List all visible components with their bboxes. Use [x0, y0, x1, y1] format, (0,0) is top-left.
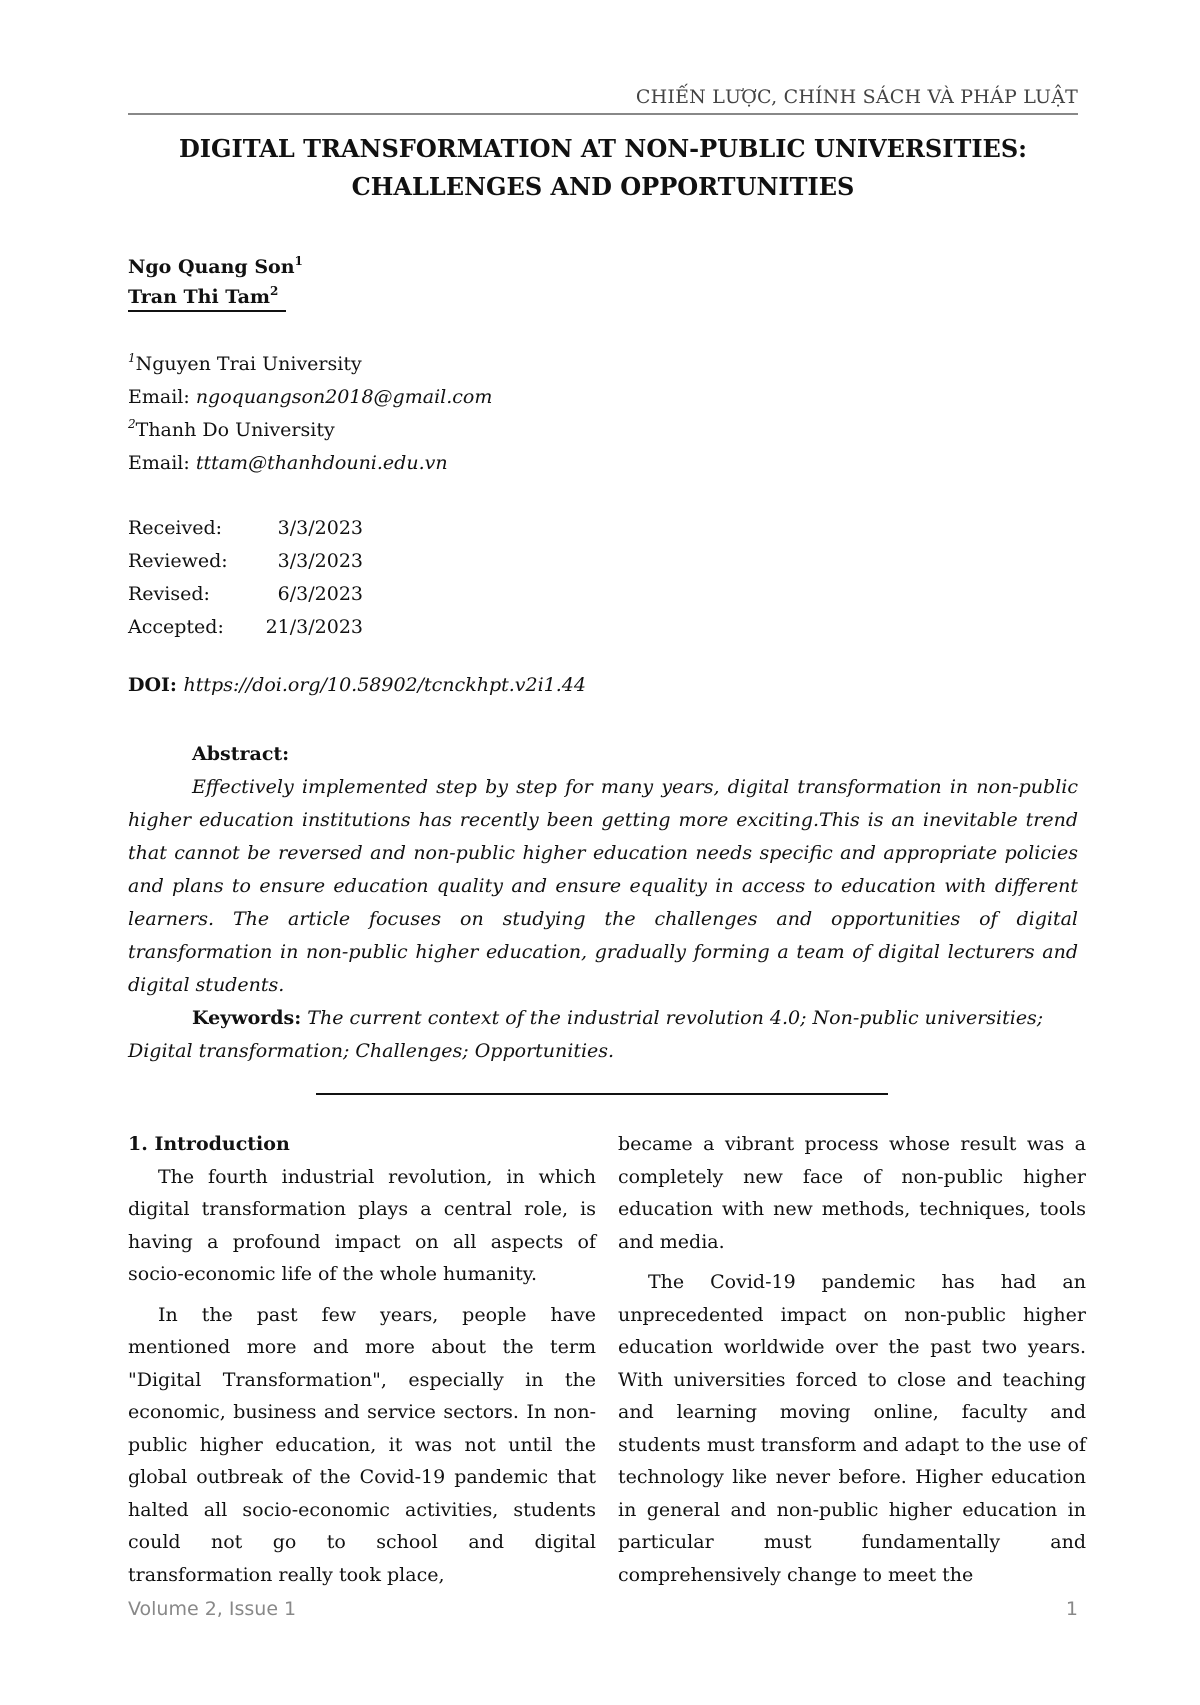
- body-column-left: [128, 1128, 596, 1591]
- date-label: Accepted:: [128, 616, 224, 638]
- date-label: Received:: [128, 517, 223, 539]
- body-paragraph: The fourth industrial revolution, in which digital transformation plays a central role, is having a profound impact on all aspects of socio-economic life of the whole humanity.: [128, 1165, 596, 1285]
- title-line-2: CHALLENGES AND OPPORTUNITIES: [351, 172, 855, 201]
- abstract-text: Effectively implemented step by step for many years, digital transformation in non-public higher education institutions has recently been getting more exciting.This is an inevitable trend that cannot be reversed and non-public higher education needs specific and appropriate policies and plans to ensure education quality and ensure equality in access to education with different learners. The article focuses on studying the challenges and opportunities of digital transformation in non-public higher education, gradually forming a team of digital lecturers and digital students.: [128, 776, 1078, 996]
- body-paragraph: The Covid-19 pandemic has had an unprecedented impact on non-public higher education worldwide over the past two years. With universities forced to close and teaching and learning moving online, faculty and students must transform and adapt to the use of technology like never before. Higher education in general and non-public higher education in particular must fundamentally and comprehensively change to meet the: [618, 1271, 1086, 1586]
- abstract-block: [128, 738, 1078, 1068]
- date-row: [128, 611, 363, 644]
- affiliation-2-email-line: [128, 447, 492, 480]
- doi-line: [128, 674, 586, 696]
- author-1-mark: 1: [294, 254, 303, 268]
- body-paragraph: became a vibrant process whose result was a completely new face of non-public higher education with new methods, techniques, tools and media.: [618, 1133, 1086, 1253]
- affiliation-1-institution: Nguyen Trai University: [135, 353, 362, 375]
- header-rule: [128, 113, 1078, 115]
- keywords: [128, 1002, 1078, 1068]
- author-1: [128, 252, 303, 282]
- date-row: [128, 545, 363, 578]
- keywords-label: Keywords:: [192, 1007, 302, 1029]
- running-header: CHIẾN LƯỢC, CHÍNH SÁCH VÀ PHÁP LUẬT: [635, 86, 1078, 108]
- author-list: [128, 252, 303, 312]
- keywords-text: The current context of the industrial revolution 4.0; Non-public universities; Digital transformation; Challenges; Opportunities.: [128, 1007, 1044, 1062]
- affiliation-2: [128, 414, 492, 447]
- date-row: [128, 578, 363, 611]
- email-label: Email:: [128, 386, 196, 408]
- date-label: Reviewed:: [128, 550, 228, 572]
- affiliation-1-email[interactable]: ngoquangson2018@gmail.com: [195, 386, 493, 408]
- email-label: Email:: [128, 452, 196, 474]
- date-label: Revised:: [128, 583, 210, 605]
- date-value: 6/3/2023: [277, 583, 363, 605]
- section-separator: [316, 1093, 888, 1095]
- date-value: 3/3/2023: [277, 550, 363, 572]
- author-2-mark: 2: [270, 284, 279, 298]
- body-paragraph: In the past few years, people have mentioned more and more about the term "Digital Transformation", especially in the economic, business and service sectors. In non-public higher education, it was not until the global outbreak of the Covid-19 pandemic that halted all socio-economic activities, students could not go to school and digital transformation really took place,: [128, 1303, 596, 1586]
- affiliation-2-institution: Thanh Do University: [135, 419, 335, 441]
- date-value: 3/3/2023: [277, 517, 363, 539]
- title-line-1: DIGITAL TRANSFORMATION AT NON-PUBLIC UNIVERSITIES:: [178, 134, 1028, 163]
- affiliation-1: [128, 348, 492, 381]
- author-1-name: Ngo Quang Son: [128, 256, 295, 278]
- submission-dates: [128, 512, 363, 644]
- paper-title: [128, 130, 1078, 206]
- doi-link[interactable]: https://doi.org/10.58902/tcnckhpt.v2i1.44: [183, 674, 586, 696]
- footer-volume: Volume 2, Issue 1: [128, 1598, 297, 1620]
- date-value: 21/3/2023: [265, 616, 363, 638]
- abstract-heading: Abstract:: [192, 743, 290, 765]
- page-number: 1: [1065, 1598, 1078, 1620]
- affiliation-1-mark: 1: [128, 351, 136, 365]
- affiliation-2-email[interactable]: tttam@thanhdouni.edu.vn: [195, 452, 448, 474]
- date-row: [128, 512, 363, 545]
- section-heading: 1. Introduction: [128, 1133, 290, 1155]
- affiliation-1-email-line: [128, 381, 492, 414]
- author-2: [128, 282, 303, 312]
- body-column-right: [618, 1128, 1086, 1591]
- author-2-name: Tran Thi Tam: [128, 286, 271, 308]
- affiliations: [128, 348, 492, 480]
- affiliation-2-mark: 2: [128, 417, 136, 431]
- doi-label: DOI:: [128, 674, 184, 696]
